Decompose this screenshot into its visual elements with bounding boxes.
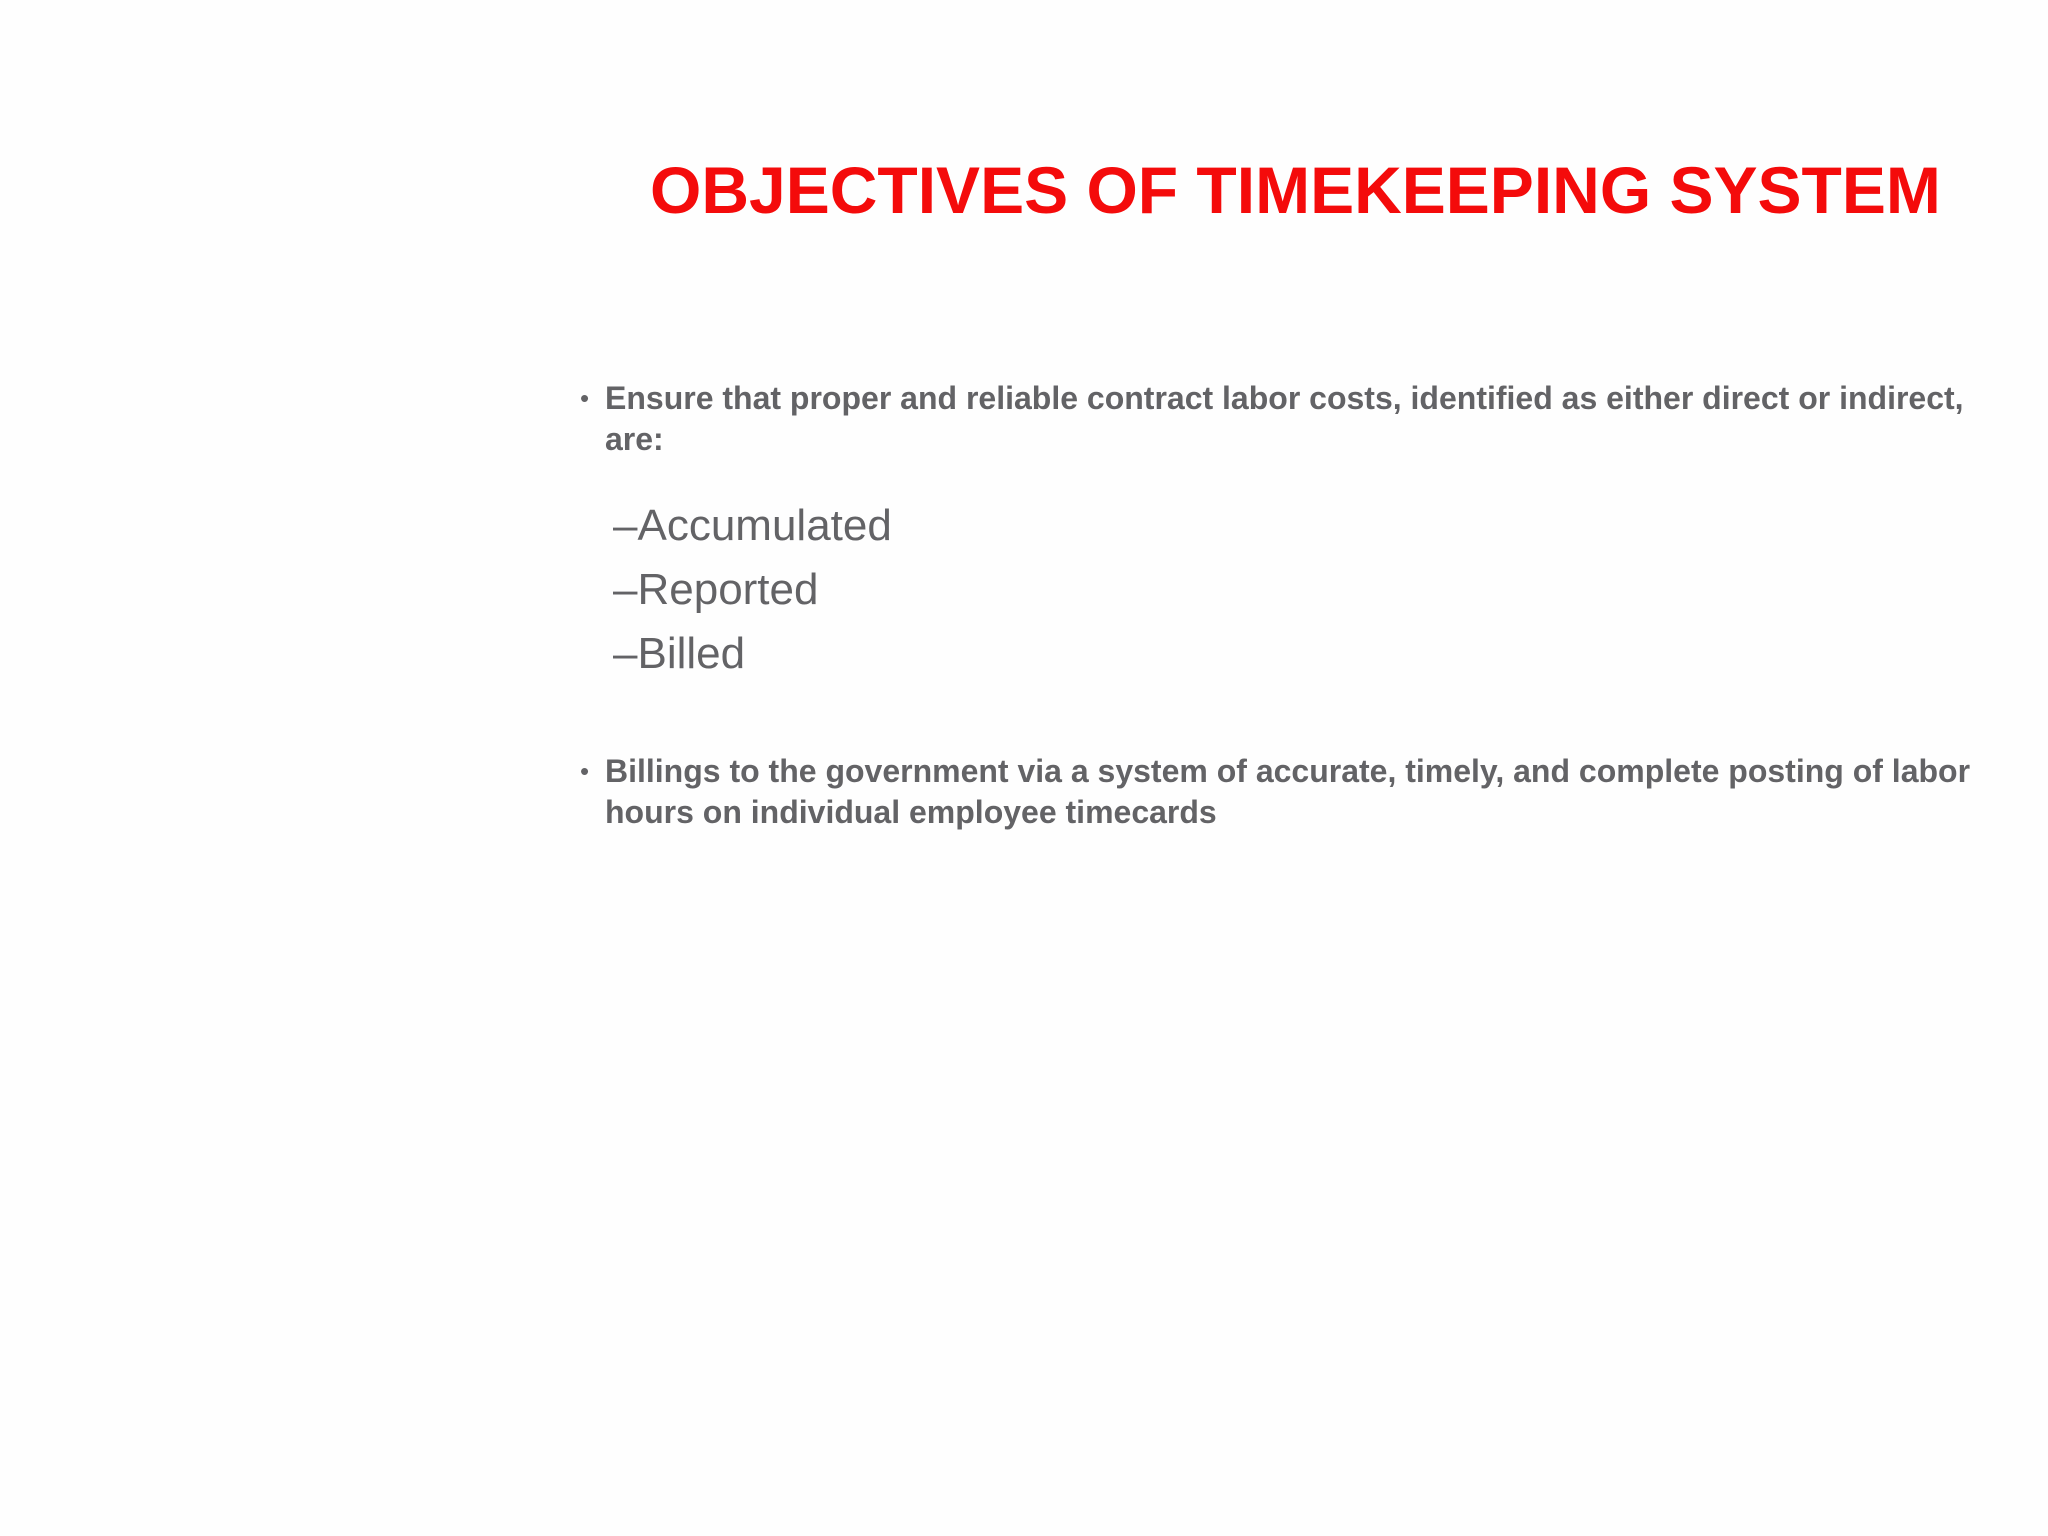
sub-item-accumulated: –Accumulated: [613, 501, 892, 550]
bullet-marker: •: [580, 756, 590, 786]
bullet-item-labor-costs: [580, 378, 2000, 460]
slide-title: OBJECTIVES OF TIMEKEEPING SYSTEM: [650, 153, 1941, 227]
bullet-marker: •: [580, 383, 590, 413]
bullet-item-billings: [580, 751, 2000, 833]
sub-item-reported: –Reported: [613, 565, 819, 614]
bullet-text: Ensure that proper and reliable contract labor costs, identified as either direct or indirect, are:: [605, 380, 1964, 457]
bullet-text: Billings to the government via a system of accurate, timely, and complete posting of labor hours on individual employee timecards: [605, 753, 1971, 830]
sub-item-billed: –Billed: [613, 629, 746, 678]
sub-bullet-list: [613, 494, 892, 686]
